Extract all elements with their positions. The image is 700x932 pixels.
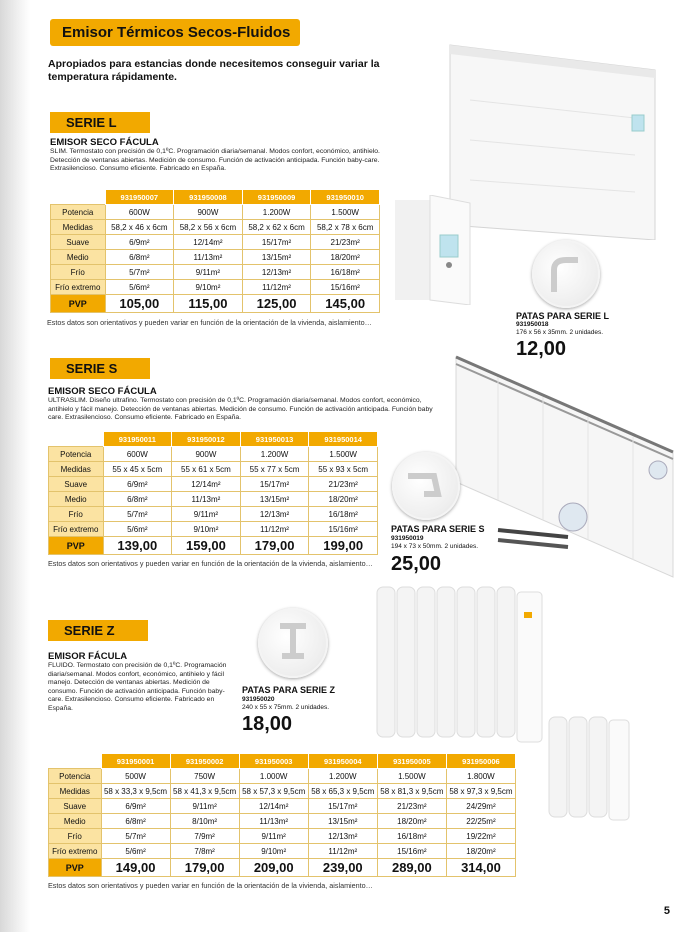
table-header-row [49, 432, 378, 447]
table-cell: 22/25m² [446, 814, 515, 829]
table-cell: 16/18m² [309, 507, 378, 522]
table-cell: 9/11m² [239, 829, 308, 844]
table-cell: 6/9m² [101, 799, 170, 814]
table-cell: 24/29m² [446, 799, 515, 814]
table-cell: 15/16m² [309, 522, 378, 537]
table-cell: 16/18m² [377, 829, 446, 844]
table-cell: 18/20m² [446, 844, 515, 859]
table-cell: 15/16m² [377, 844, 446, 859]
table-cell: 1.000W [239, 769, 308, 784]
serie-s-patas-code: 931950019 [391, 535, 424, 542]
table-row [49, 844, 516, 859]
row-label: Frío [51, 265, 106, 280]
serie-l-product-name: EMISOR SECO FÁCULA [50, 137, 159, 148]
row-label: Medidas [49, 462, 104, 477]
table-cell: 15/17m² [308, 799, 377, 814]
table-cell: 13/15m² [242, 250, 311, 265]
price-cell: 105,00 [105, 295, 174, 313]
price-cell: 159,00 [172, 537, 241, 555]
table-cell: 600W [103, 447, 172, 462]
table-cell: 11/13m² [172, 492, 241, 507]
price-cell: 125,00 [242, 295, 311, 313]
row-label: Medidas [51, 220, 106, 235]
pvp-label: PVP [51, 295, 106, 313]
serie-l-description: SLIM. Termostato con precisión de 0,1ºC. Programación diaria/semanal. Modos confort, económico, antihielo. Detección de ventanas abiertas. Medición de consumo. Función de activación anticipada. Función baby-care. Extrasilencioso. Consumo eficiente. Fabricado en España. [50, 148, 380, 173]
page-number: 5 [663, 905, 670, 917]
table-cell: 12/14m² [174, 235, 243, 250]
row-label: Potencia [51, 205, 106, 220]
table-row [49, 829, 516, 844]
serie-z-patas-title: PATAS PARA SERIE Z [242, 685, 336, 695]
price-cell: 149,00 [101, 859, 170, 877]
table-cell: 5/6m² [105, 280, 174, 295]
price-cell: 179,00 [240, 537, 309, 555]
serie-l-foot-image [532, 240, 600, 308]
table-cell: 21/23m² [377, 799, 446, 814]
table-row [51, 265, 380, 280]
row-label: Suave [49, 477, 104, 492]
table-cell: 12/14m² [239, 799, 308, 814]
table-cell: 12/13m² [308, 829, 377, 844]
serie-s-description: ULTRASLIM. Diseño ultrafino. Termostato con precisión de 0,1ºC. Programación diaria/semanal. Modos confort, económico, antihielo y fácil manejo. Detección de ventanas abiertas. Medición de consumo. Función de activación anticipada. Función baby care. Extrasilencioso. Consumo eficiente. Fabricado en España. [48, 397, 433, 422]
serie-z-note: Estos datos son orientativos y pueden variar en función de la orientación de la vivienda, aislamiento… [48, 881, 373, 890]
table-cell: 5/7m² [101, 829, 170, 844]
product-code: 931950003 [239, 754, 308, 769]
serie-z-foot-image [258, 608, 328, 678]
serie-l-patas-title: PATAS PARA SERIE L [516, 311, 610, 321]
row-label: Potencia [49, 447, 104, 462]
row-label: Medio [49, 492, 104, 507]
table-cell: 900W [172, 447, 241, 462]
table-cell: 13/15m² [308, 814, 377, 829]
table-row [49, 522, 378, 537]
serie-s-label: SERIE S [50, 358, 150, 379]
table-cell: 58,2 x 56 x 6cm [174, 220, 243, 235]
table-cell: 5/6m² [101, 844, 170, 859]
table-cell: 9/10m² [239, 844, 308, 859]
table-cell: 21/23m² [309, 477, 378, 492]
price-cell: 199,00 [309, 537, 378, 555]
table-row [49, 447, 378, 462]
page-edge-shadow [0, 0, 30, 932]
table-cell: 18/20m² [311, 250, 380, 265]
table-row [51, 220, 380, 235]
table-cell: 11/12m² [240, 522, 309, 537]
table-cell: 55 x 77 x 5cm [240, 462, 309, 477]
table-cell: 58 x 65,3 x 9,5cm [308, 784, 377, 799]
table-cell: 15/17m² [242, 235, 311, 250]
serie-l-control-panel-image [395, 195, 485, 305]
table-cell: 1.500W [309, 447, 378, 462]
serie-s-product-name: EMISOR SECO FÁCULA [48, 386, 157, 397]
row-label: Frío extremo [49, 522, 104, 537]
table-cell: 6/9m² [105, 235, 174, 250]
table-cell: 12/13m² [240, 507, 309, 522]
table-cell: 1.200W [240, 447, 309, 462]
table-cell: 18/20m² [309, 492, 378, 507]
row-label: Frío extremo [49, 844, 102, 859]
table-cell: 750W [170, 769, 239, 784]
product-code: 931950001 [101, 754, 170, 769]
table-cell: 13/15m² [240, 492, 309, 507]
table-cell: 58 x 33,3 x 9,5cm [101, 784, 170, 799]
table-cell: 11/12m² [242, 280, 311, 295]
table-cell: 6/8m² [105, 250, 174, 265]
table-row [49, 799, 516, 814]
table-cell: 500W [101, 769, 170, 784]
table-cell: 16/18m² [311, 265, 380, 280]
serie-s-note: Estos datos son orientativos y pueden variar en función de la orientación de la vivienda, aislamiento… [48, 559, 373, 568]
serie-s-radiator-image [448, 352, 680, 580]
serie-z-spec-table [48, 753, 516, 877]
serie-l-patas-desc: 176 x 56 x 35mm. 2 unidades. [516, 329, 604, 336]
table-cell: 58,2 x 78 x 6cm [311, 220, 380, 235]
table-cell: 1.500W [311, 205, 380, 220]
pvp-label: PVP [49, 537, 104, 555]
product-code: 931950007 [105, 190, 174, 205]
blank-cell [49, 432, 104, 447]
price-cell: 179,00 [170, 859, 239, 877]
product-code: 931950009 [242, 190, 311, 205]
table-cell: 18/20m² [377, 814, 446, 829]
table-cell: 900W [174, 205, 243, 220]
row-label: Potencia [49, 769, 102, 784]
table-cell: 15/16m² [311, 280, 380, 295]
table-cell: 11/13m² [239, 814, 308, 829]
product-code: 931950002 [170, 754, 239, 769]
product-code: 931950014 [309, 432, 378, 447]
table-cell: 55 x 93 x 5cm [309, 462, 378, 477]
table-cell: 6/8m² [103, 492, 172, 507]
table-cell: 11/13m² [174, 250, 243, 265]
serie-l-patas-price: 12,00 [516, 338, 567, 360]
table-cell: 1.200W [308, 769, 377, 784]
table-cell: 58,2 x 46 x 6cm [105, 220, 174, 235]
price-row [49, 537, 378, 555]
table-row [51, 235, 380, 250]
table-cell: 9/10m² [172, 522, 241, 537]
product-code: 931950005 [377, 754, 446, 769]
table-cell: 7/9m² [170, 829, 239, 844]
row-label: Medidas [49, 784, 102, 799]
product-code: 931950004 [308, 754, 377, 769]
serie-z-small-radiator-image [545, 712, 635, 822]
price-cell: 139,00 [103, 537, 172, 555]
table-row [49, 784, 516, 799]
serie-z-product-name: EMISOR FÁCULA [48, 651, 128, 662]
row-label: Frío extremo [51, 280, 106, 295]
table-cell: 6/9m² [103, 477, 172, 492]
table-cell: 58 x 57,3 x 9,5cm [239, 784, 308, 799]
page-title: Emisor Térmicos Secos-Fluidos [50, 19, 300, 46]
serie-z-label: SERIE Z [48, 620, 148, 641]
price-cell: 209,00 [239, 859, 308, 877]
serie-s-patas-price: 25,00 [391, 553, 442, 575]
table-cell: 55 x 61 x 5cm [172, 462, 241, 477]
price-row [51, 295, 380, 313]
table-cell: 15/17m² [240, 477, 309, 492]
price-cell: 289,00 [377, 859, 446, 877]
row-label: Medio [51, 250, 106, 265]
table-cell: 58,2 x 62 x 6cm [242, 220, 311, 235]
table-cell: 1.800W [446, 769, 515, 784]
product-code: 931950013 [240, 432, 309, 447]
serie-z-patas-code: 931950020 [242, 696, 275, 703]
product-code: 931950008 [174, 190, 243, 205]
table-cell: 9/11m² [170, 799, 239, 814]
table-cell: 21/23m² [311, 235, 380, 250]
table-cell: 58 x 97,3 x 9,5cm [446, 784, 515, 799]
serie-z-patas-price: 18,00 [242, 713, 293, 735]
table-cell: 58 x 41,3 x 9,5cm [170, 784, 239, 799]
table-cell: 6/8m² [101, 814, 170, 829]
table-cell: 9/11m² [172, 507, 241, 522]
blank-cell [49, 754, 102, 769]
table-cell: 7/8m² [170, 844, 239, 859]
serie-s-patas-desc: 194 x 73 x 50mm. 2 unidades. [391, 543, 479, 550]
table-cell: 1.200W [242, 205, 311, 220]
table-row [49, 814, 516, 829]
serie-s-spec-table [48, 431, 378, 555]
table-cell: 5/7m² [103, 507, 172, 522]
table-cell: 600W [105, 205, 174, 220]
pvp-label: PVP [49, 859, 102, 877]
price-cell: 145,00 [311, 295, 380, 313]
product-code: 931950010 [311, 190, 380, 205]
price-cell: 314,00 [446, 859, 515, 877]
table-cell: 11/12m² [308, 844, 377, 859]
table-row [51, 250, 380, 265]
serie-s-patas-title: PATAS PARA SERIE S [391, 524, 485, 534]
blank-cell [51, 190, 106, 205]
serie-z-description: FLUIDO. Termostato con precisión de 0,1ºC. Programación diaria/semanal. Modos confort, económico, antihielo y fácil manejo. Detección de ventanas abiertas. Medición de consumo. Función de activación anticipada. Función baby-care. Extrasilencioso. Consumo eficiente. Fabricado en España. [48, 662, 227, 712]
table-row [49, 507, 378, 522]
table-header-row [51, 190, 380, 205]
row-label: Frío [49, 829, 102, 844]
table-cell: 12/14m² [172, 477, 241, 492]
product-code: 931950011 [103, 432, 172, 447]
table-cell: 19/22m² [446, 829, 515, 844]
table-row [49, 769, 516, 784]
product-code: 931950006 [446, 754, 515, 769]
table-cell: 8/10m² [170, 814, 239, 829]
price-cell: 239,00 [308, 859, 377, 877]
table-cell: 55 x 45 x 5cm [103, 462, 172, 477]
serie-l-spec-table [50, 189, 380, 313]
serie-z-radiator-image [372, 582, 552, 752]
intro-text: Apropiados para estancias donde necesitemos conseguir variar la temperatura rápidamente. [48, 58, 380, 83]
table-cell: 9/11m² [174, 265, 243, 280]
serie-z-patas-desc: 240 x 55 x 75mm. 2 unidades. [242, 704, 330, 711]
row-label: Suave [51, 235, 106, 250]
table-cell: 58 x 81,3 x 9,5cm [377, 784, 446, 799]
table-row [49, 462, 378, 477]
table-row [49, 492, 378, 507]
table-cell: 9/10m² [174, 280, 243, 295]
table-cell: 5/6m² [103, 522, 172, 537]
price-row [49, 859, 516, 877]
row-label: Suave [49, 799, 102, 814]
table-cell: 1.500W [377, 769, 446, 784]
row-label: Medio [49, 814, 102, 829]
table-row [51, 280, 380, 295]
table-row [49, 477, 378, 492]
serie-s-foot-image [392, 452, 460, 520]
product-code: 931950012 [172, 432, 241, 447]
table-row [51, 205, 380, 220]
serie-l-label: SERIE L [50, 112, 150, 133]
price-cell: 115,00 [174, 295, 243, 313]
serie-l-note: Estos datos son orientativos y pueden variar en función de la orientación de la vivienda, aislamiento… [47, 318, 372, 327]
table-cell: 5/7m² [105, 265, 174, 280]
row-label: Frío [49, 507, 104, 522]
table-header-row [49, 754, 516, 769]
serie-l-patas-code: 931950018 [516, 321, 549, 328]
table-cell: 12/13m² [242, 265, 311, 280]
